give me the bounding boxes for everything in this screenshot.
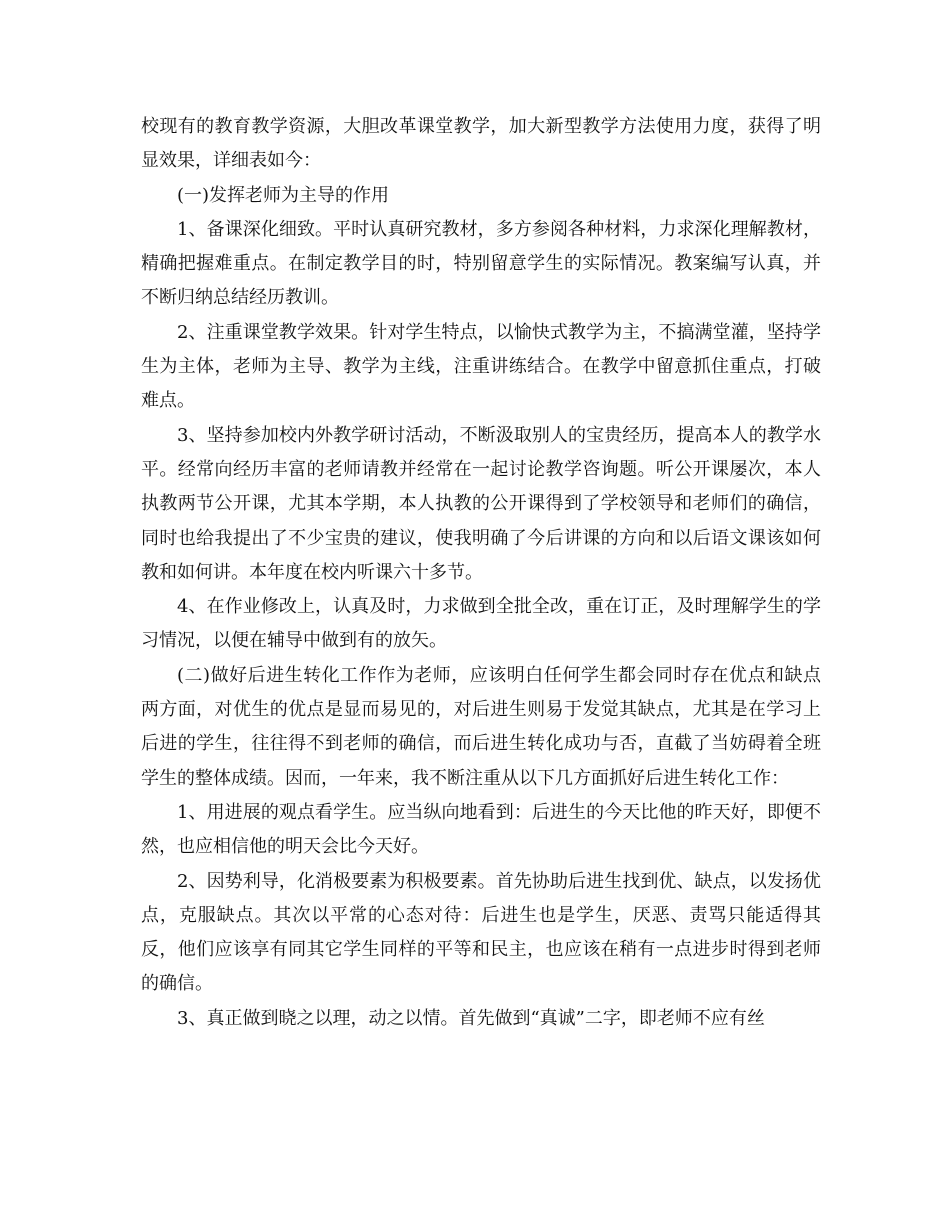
paragraph: 3、真正做到晓之以理，动之以情。首先做到“真诚”二字，即老师不应有丝 — [177, 1007, 765, 1029]
paragraph: 校现有的教育教学资源，大胆改革课堂教学，加大新型教学方法使用力度，获得了明显效果，详细表如今： — [141, 116, 821, 172]
document-body — [141, 110, 821, 1036]
paragraph: 2、注重课堂教学效果。针对学生特点，以愉快式教学为主，不搞满堂灌，坚持学生为主体，老师为主导、教学为主线，注重讲练结合。在教学中留意抓住重点，打破难点。 — [141, 321, 821, 412]
section-paragraph: (二)做好后进生转化工作作为老师，应该明白任何学生都会同时存在优点和缺点两方面，对优生的优点是显而易见的，对后进生则易于发觉其缺点，尤其是在学习上后进的学生，往往得不到老师的确信，而后进生转化成功与否，直截了当妨碍着全班学生的整体成绩。因而，一年来，我不断注重从以下几方面抓好后进生转化工作： — [141, 664, 821, 789]
section-heading: (一)发挥老师为主导的作用 — [177, 184, 390, 206]
paragraph: 1、用进展的观点看学生。应当纵向地看到：后进生的今天比他的昨天好，即便不然，也应相信他的明天会比今天好。 — [141, 801, 821, 858]
paragraph: 3、坚持参加校内外教学研讨活动，不断汲取别人的宝贵经历，提高本人的教学水平。经常向经历丰富的老师请教并经常在一起讨论教学咨询题。听公开课屡次，本人执教两节公开课，尤其本学期，本人执教的公开课得到了学校领导和老师们的确信，同时也给我提出了不少宝贵的建议，使我明确了今后讲课的方向和以后语文课该如何教和如何讲。本年度在校内听课六十多节。 — [141, 424, 821, 583]
paragraph: 2、因势利导，化消极要素为积极要素。首先协助后进生找到优、缺点，以发扬优点，克服缺点。其次以平常的心态对待：后进生也是学生，厌恶、责骂只能适得其反，他们应该享有同其它学生同样的平等和民主，也应该在稍有一点进步时得到老师的确信。 — [141, 870, 821, 995]
paragraph: 1、备课深化细致。平时认真研究教材，多方参阅各种材料，力求深化理解教材，精确把握难重点。在制定教学目的时，特别留意学生的实际情况。教案编写认真，并不断归纳总结经历教训。 — [141, 218, 821, 309]
paragraph: 4、在作业修改上，认真及时，力求做到全批全改，重在订正，及时理解学生的学习情况，以便在辅导中做到有的放矢。 — [141, 596, 821, 652]
